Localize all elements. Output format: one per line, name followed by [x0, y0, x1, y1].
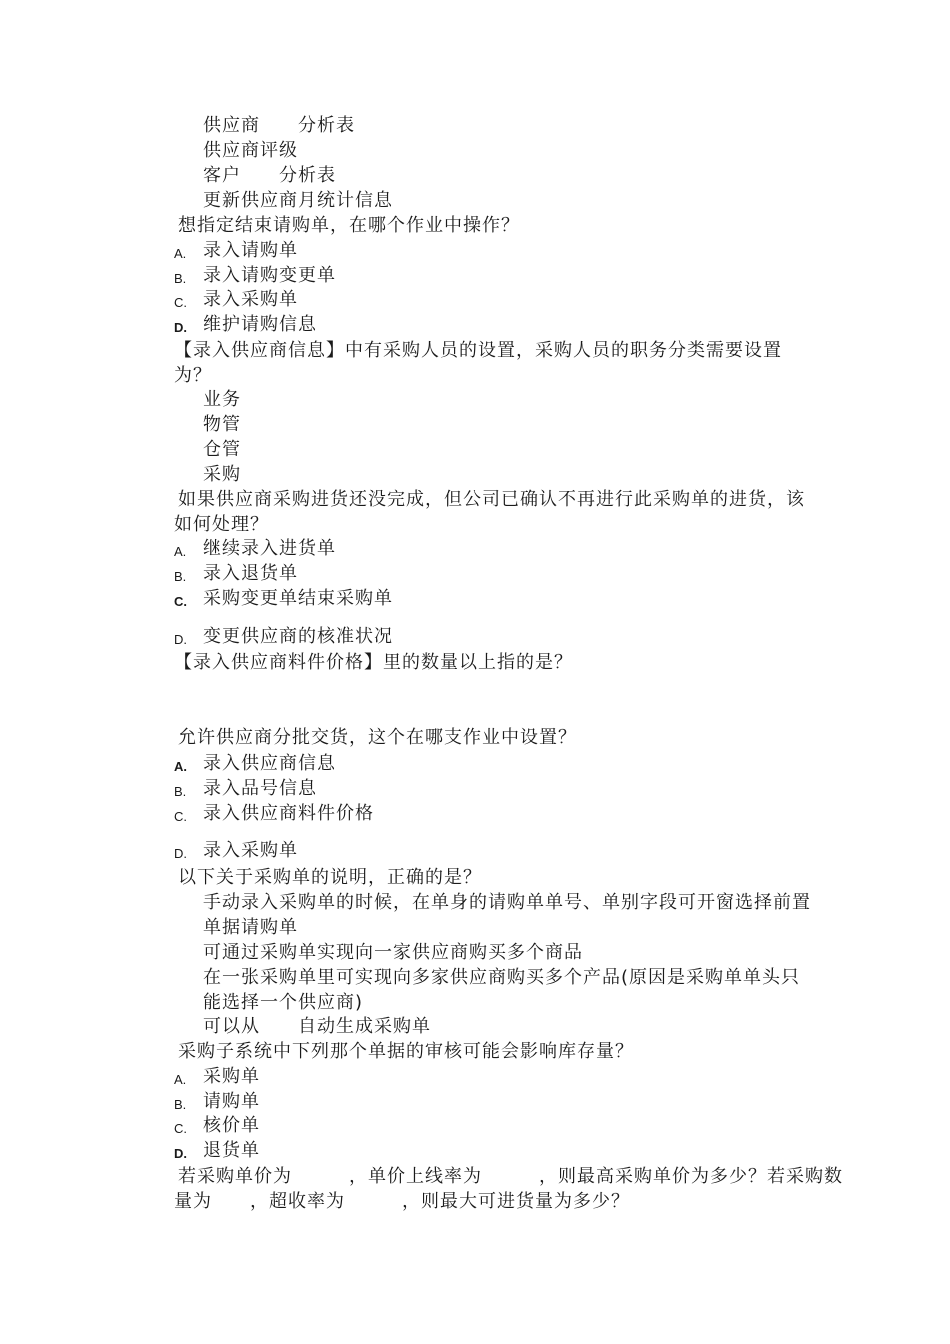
q7-question: 以下关于采购单的说明，正确的是？: [178, 867, 482, 888]
option-marker: B.: [174, 784, 187, 799]
q2-option-d: [0, 313, 950, 339]
option-text: 录入退货单: [203, 563, 298, 584]
q8-option-b: [0, 1090, 950, 1116]
q4-option-a: [0, 537, 950, 563]
option-text: 继续录入进货单: [203, 538, 336, 559]
q6-option-c: [0, 802, 950, 828]
option-marker: A.: [174, 246, 187, 261]
q8-question: 采购子系统中下列那个单据的审核可能会影响库存量？: [178, 1041, 634, 1062]
q1-option-2: 供应商评级: [203, 140, 298, 161]
q5-question: 【录入供应商料件价格】里的数量以上指的是？: [174, 652, 573, 673]
q9-question-line-2: 量为 ，超收率为 ，则最大可进货量为多少？: [174, 1191, 630, 1212]
q4-question-line-1: 如果供应商采购进货还没完成，但公司已确认不再进行此采购单的进货，该: [178, 489, 805, 510]
option-text: 录入品号信息: [203, 778, 317, 799]
option-text: 变更供应商的核准状况: [203, 626, 393, 647]
q7-option-4: 可以从 自动生成采购单: [203, 1016, 431, 1037]
option-text: 采购变更单结束采购单: [203, 588, 393, 609]
option-text: 采购单: [203, 1066, 260, 1087]
q2-option-c: [0, 288, 950, 314]
q7-option-1-line-2: 单据请购单: [203, 917, 298, 938]
option-marker: B.: [174, 1097, 187, 1112]
q3-option-1: 业务: [203, 389, 241, 410]
q6-option-d: [0, 839, 950, 865]
option-marker: B.: [174, 569, 187, 584]
option-marker: B.: [174, 271, 187, 286]
option-marker: C.: [174, 594, 187, 609]
q3-option-3: 仓管: [203, 439, 241, 460]
option-text: 录入供应商料件价格: [203, 803, 374, 824]
option-marker: D.: [174, 320, 187, 335]
q7-option-2: 可通过采购单实现向一家供应商购买多个商品: [203, 942, 583, 963]
option-text: 录入采购单: [203, 289, 298, 310]
option-marker: C.: [174, 809, 187, 824]
q8-option-d: [0, 1139, 950, 1165]
q6-option-a: [0, 752, 950, 778]
q2-question: 想指定结束请购单，在哪个作业中操作？: [178, 215, 520, 236]
option-text: 录入采购单: [203, 840, 298, 861]
q8-option-a: [0, 1065, 950, 1091]
q2-option-b: [0, 264, 950, 290]
option-marker: C.: [174, 1121, 187, 1136]
option-text: 请购单: [203, 1091, 260, 1112]
q4-option-c: [0, 587, 950, 613]
option-marker: A.: [174, 759, 187, 774]
option-marker: C.: [174, 295, 187, 310]
q3-option-2: 物管: [203, 414, 241, 435]
option-text: 维护请购信息: [203, 314, 317, 335]
q1-option-3: 客户 分析表: [203, 165, 336, 186]
q3-question-line-2: 为？: [174, 365, 212, 386]
q3-question-line-1: 【录入供应商信息】中有采购人员的设置，采购人员的职务分类需要设置: [174, 340, 782, 361]
q4-option-d: [0, 625, 950, 651]
option-text: 退货单: [203, 1140, 260, 1161]
q2-option-a: [0, 239, 950, 265]
option-text: 核价单: [203, 1115, 260, 1136]
option-text: 录入供应商信息: [203, 753, 336, 774]
q6-option-b: [0, 777, 950, 803]
q7-option-1-line-1: 手动录入采购单的时候，在单身的请购单单号、单别字段可开窗选择前置: [203, 892, 811, 913]
q7-option-3-line-2: 能选择一个供应商): [203, 992, 364, 1013]
option-marker: D.: [174, 1146, 187, 1161]
option-marker: D.: [174, 632, 187, 647]
option-marker: A.: [174, 544, 187, 559]
q7-option-3-line-1: 在一张采购单里可实现向多家供应商购买多个产品(原因是采购单单头只: [203, 967, 801, 988]
q1-option-4: 更新供应商月统计信息: [203, 190, 393, 211]
q8-option-c: [0, 1114, 950, 1140]
q4-question-line-2: 如何处理？: [174, 514, 269, 535]
q1-option-1: 供应商 分析表: [203, 115, 355, 136]
option-text: 录入请购单: [203, 240, 298, 261]
q9-question-line-1: 若采购单价为 ，单价上线率为 ，则最高采购单价为多少？若采购数: [178, 1166, 843, 1187]
q3-option-4: 采购: [203, 464, 241, 485]
option-marker: D.: [174, 846, 187, 861]
q6-question: 允许供应商分批交货，这个在哪支作业中设置？: [178, 727, 577, 748]
option-marker: A.: [174, 1072, 187, 1087]
q4-option-b: [0, 562, 950, 588]
option-text: 录入请购变更单: [203, 265, 336, 286]
